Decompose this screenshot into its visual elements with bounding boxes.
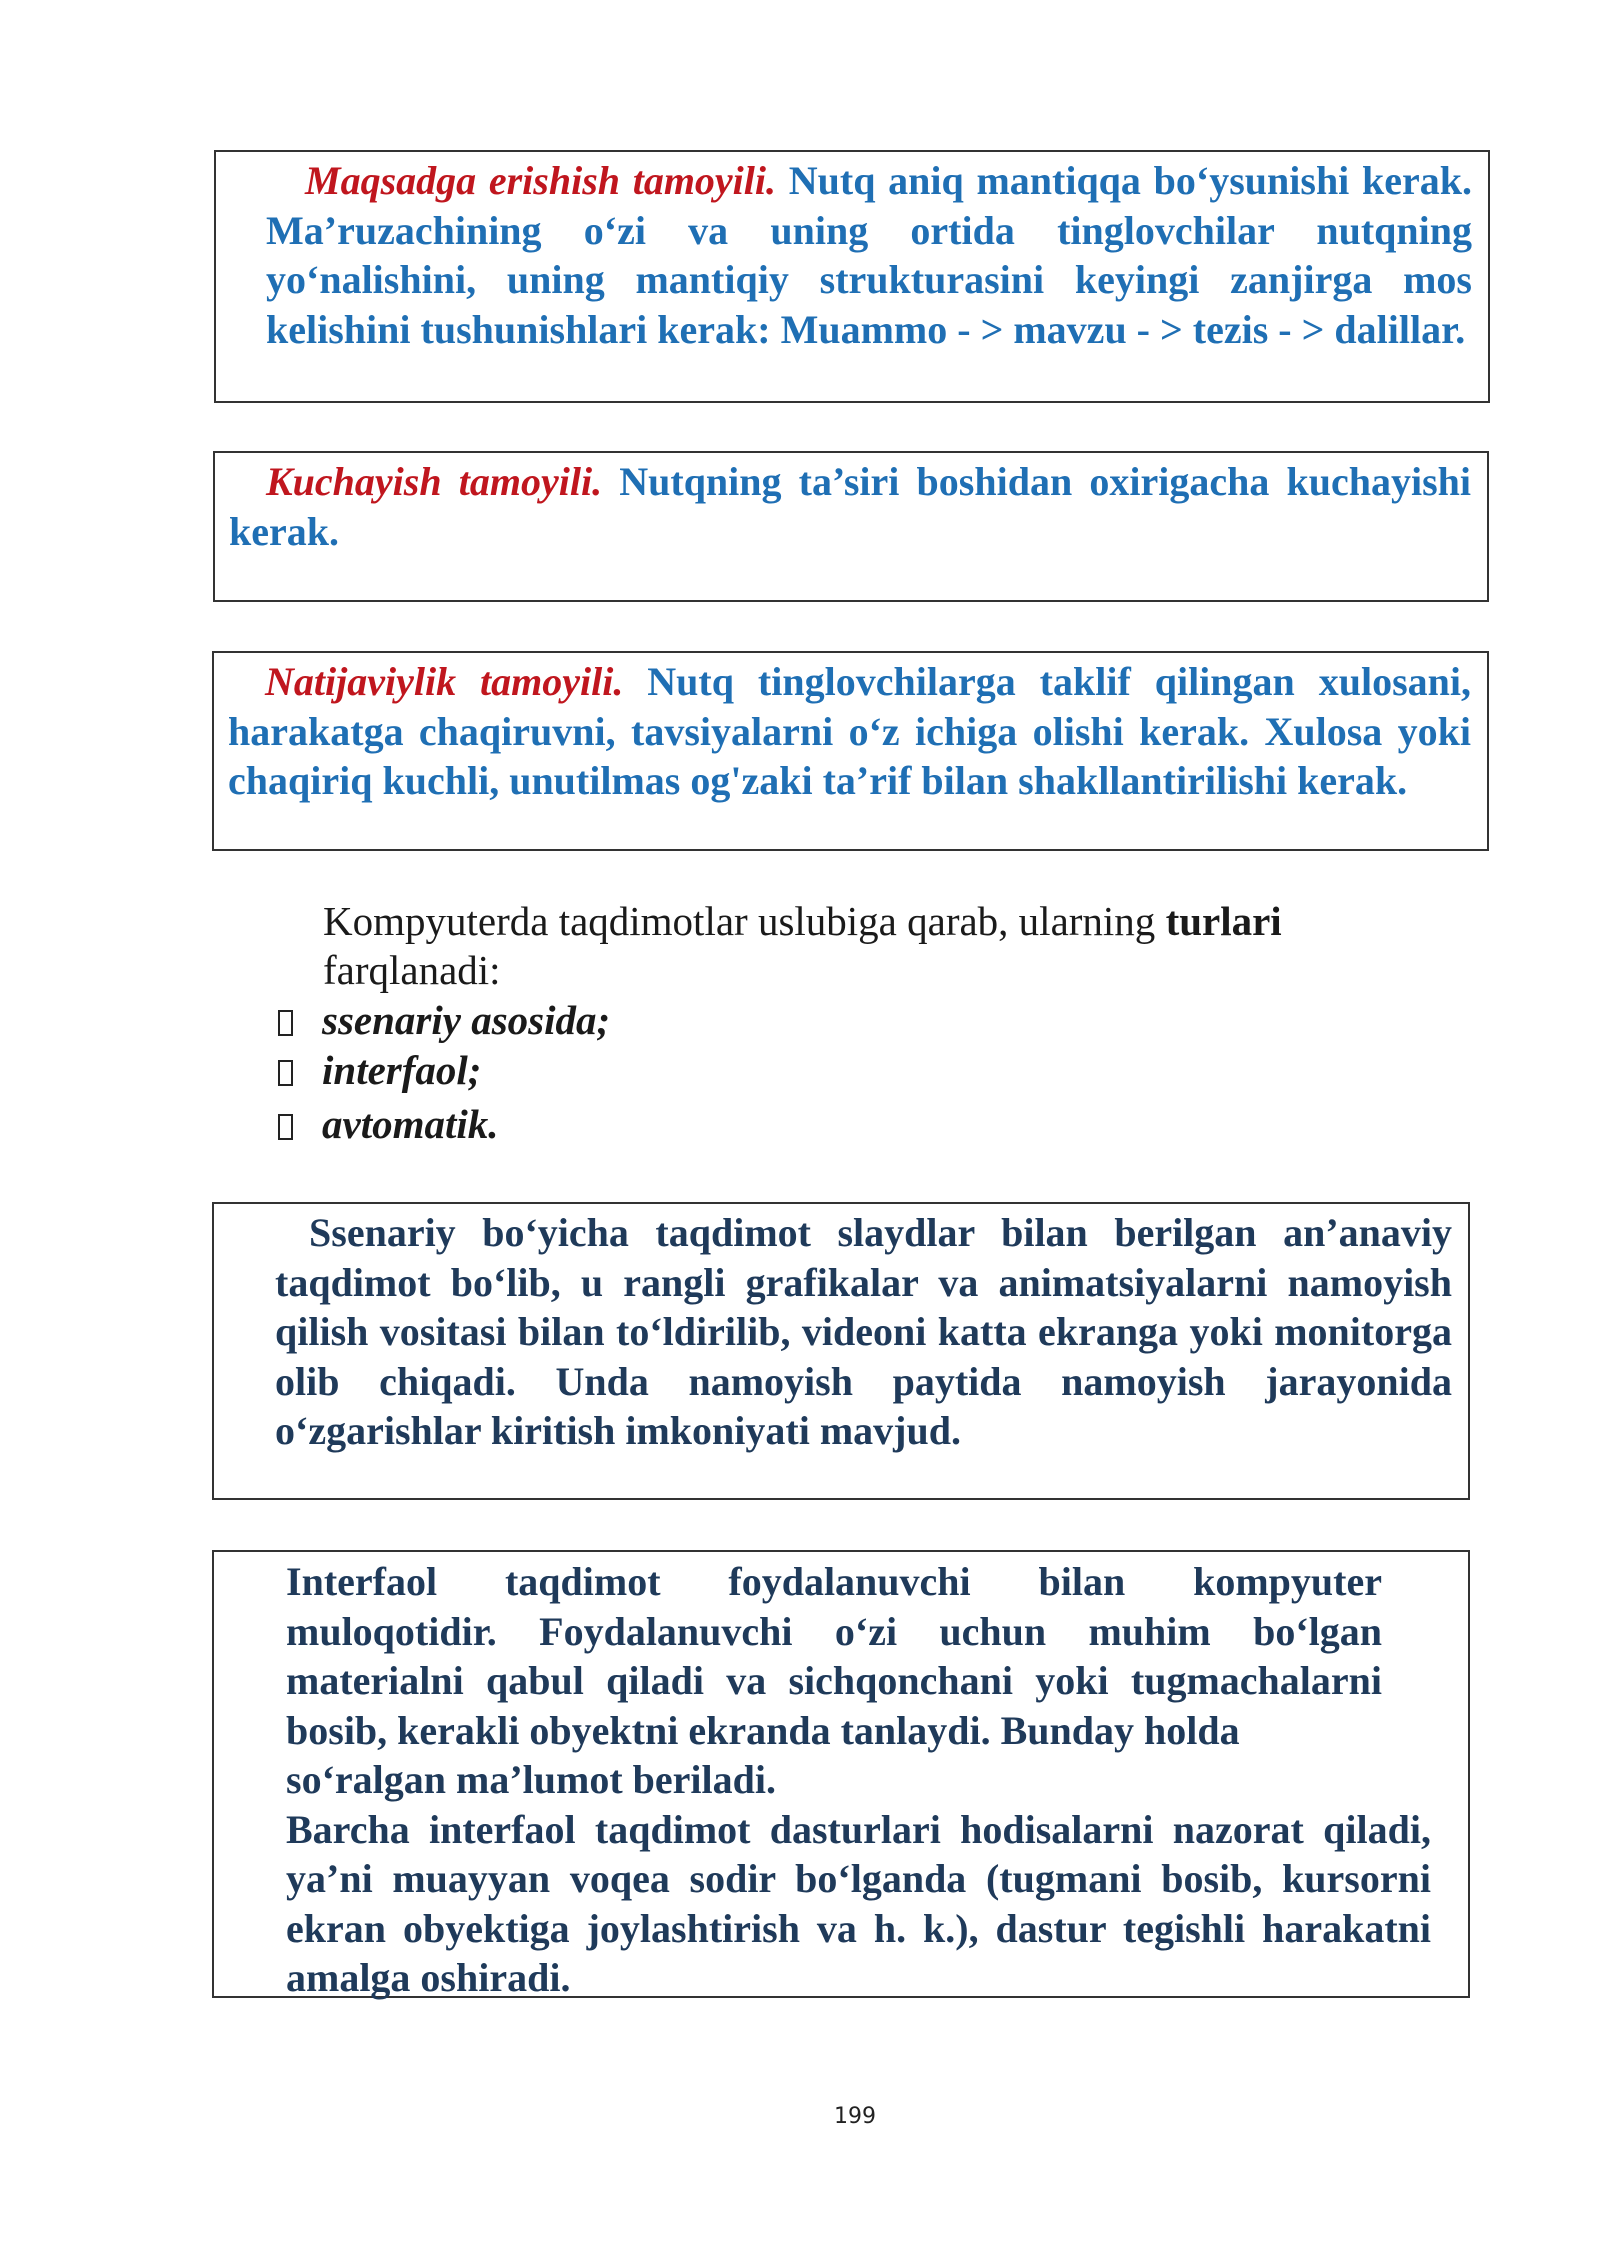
principle-paragraph (228, 657, 1471, 806)
box-bullet-icon (278, 1060, 293, 1086)
principle-text: Nutq aniq mantiqqa bo‘ysunishi kerak. Ma’ruzachining o‘zi va uning ortida tinglovchilar nutqning yo‘nalishini, uning mantiqiy strukturasini keyingi zanjirga mos kelishini tushunishlari kerak: Muammo - > mavzu - > tezis - > dalillar. (266, 158, 1472, 352)
list-item-text: interfaol; (322, 1047, 482, 1093)
scenario-paragraph: Ssenariy bo‘yicha taqdimot slaydlar bilan berilgan an’anaviy taqdimot bo‘lib, u rangli grafikalar va animatsiyalarni namoyish qilish vositasi bilan to‘ldirilib, videoni katta ekranga yoki monitorga olib chiqadi. Unda namoyish paytida namoyish jarayonida o‘zgarishlar kiritish imkoniyati mavjud. (275, 1210, 1452, 1453)
list-item-text: ssenariy asosida; (322, 997, 611, 1043)
list-item (278, 1046, 481, 1095)
principle-text: Nutq tinglovchilarga taklif qilingan xulosani, harakatga chaqiruvni, tavsiyalarni o‘z ichiga olishi kerak. Xulosa yoki chaqiriq kuchli, unutilmas og'zaki ta’rif bilan shakllantirilishi kerak. (228, 659, 1472, 803)
intro-line-2 (323, 946, 501, 995)
principle-box-result (212, 651, 1489, 851)
principle-paragraph (266, 156, 1472, 354)
text-line: muloqotidir. Foydalanuvchi o‘zi uchun muhim bo‘lgan (286, 1608, 1382, 1654)
list-item-text: avtomatik. (322, 1101, 499, 1147)
principle-text: Nutqning ta’siri boshidan oxirigacha kuchayishi kerak. (229, 459, 1472, 554)
intro-bold-term: turlari (1165, 898, 1282, 944)
interactive-paragraph-2: Barcha interfaol taqdimot dasturlari hodisalarni nazorat qiladi, ya’ni muayyan voqea sodir bo‘lganda (tugmani bosib, kursorni ekran obyektiga joylashtirish va h. k.), dastur tegishli harakatni amalga oshiradi. (286, 1806, 1431, 2000)
intro-text-2: farqlanadi: (323, 947, 501, 993)
intro-line-1 (323, 897, 1282, 946)
principle-term: Natijaviylik tamoyili. (265, 659, 624, 704)
interactive-box (212, 1550, 1470, 1998)
principle-paragraph (229, 457, 1471, 556)
principle-term: Kuchayish tamoyili. (266, 459, 603, 504)
list-item (278, 1100, 499, 1149)
box-bullet-icon (278, 1010, 293, 1036)
principle-box-intensify (213, 451, 1489, 602)
box-bullet-icon (278, 1114, 293, 1140)
text-line: materialni qabul qiladi va sichqonchani yoki tugmachalarni (286, 1658, 1382, 1703)
list-item (278, 996, 610, 1045)
intro-text: Kompyuterda taqdimotlar uslubiga qarab, ularning (323, 898, 1166, 944)
text-line: Interfaol taqdimot foydalanuvchi bilan kompyuter (286, 1559, 1382, 1604)
text-line: so‘ralgan ma’lumot beriladi. (286, 1757, 776, 1802)
principle-term: Maqsadga erishish tamoyili. (305, 158, 777, 203)
scenario-box (212, 1202, 1470, 1500)
interactive-paragraph-1 (286, 1557, 1382, 1805)
page-number: 199 (834, 2104, 876, 2129)
principle-box-goal (214, 150, 1490, 403)
text-line: bosib, kerakli obyektni ekranda tanlaydi. Bunday holda (286, 1707, 1240, 1753)
